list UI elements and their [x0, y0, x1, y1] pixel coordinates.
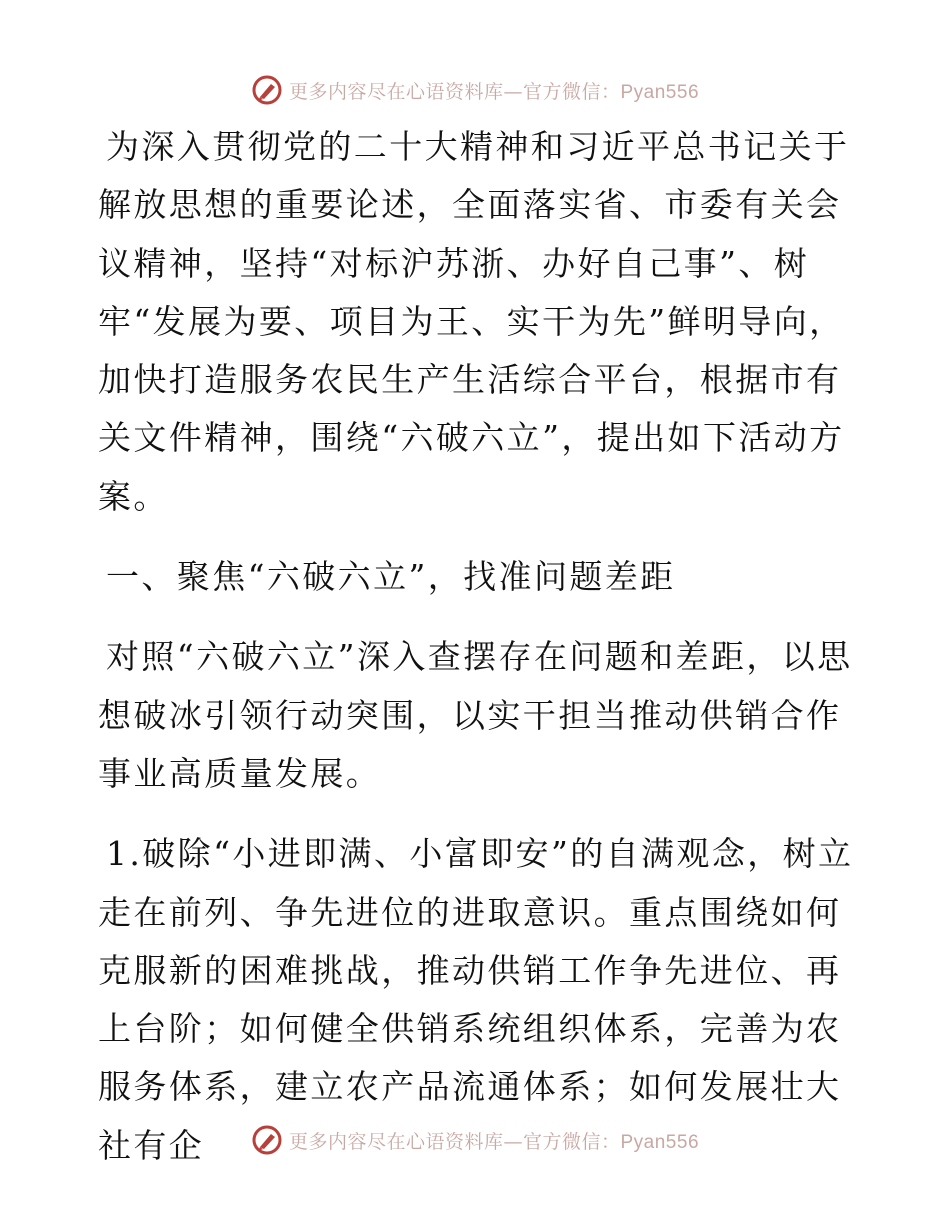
document-body [98, 118, 858, 1175]
watermark-text: 更多内容尽在心语资料库—官方微信：Pyan556 [288, 1130, 700, 1153]
wechat-id: Pyan556 [620, 81, 700, 103]
watermark-footer [0, 1120, 950, 1160]
item-paragraph: 1.破除“小进即满、小富即安”的自满观念，树立走在前列、争先进位的进取意识。重点围绕如何克服新的困难挑战，推动供销工作争先进位、再上台阶；如何健全供销系统组织体系，完善为农服务体系，建立农产品流通体系；如何发展壮大社有企 [98, 834, 854, 1165]
intro-paragraph: 为深入贯彻党的二十大精神和习近平总书记关于解放思想的重要论述，全面落实省、市委有关会议精神，坚持“对标沪苏浙、办好自己事”、树牢“发展为要、项目为王、实干为先”鲜明导向，加快打造服务农民生产生活综合平台，根据市有关文件精神，围绕“六破六立”，提出如下活动方案。 [98, 127, 850, 516]
watermark-header [0, 70, 950, 110]
section-paragraph: 对照“六破六立”深入查摆存在问题和差距，以思想破冰引领行动突围，以实干担当推动供销合作事业高质量发展。 [98, 637, 853, 793]
wechat-id: Pyan556 [620, 1131, 700, 1153]
section-heading: 一、聚焦“六破六立”，找准问题差距 [106, 557, 676, 597]
pen-nib-icon [251, 74, 283, 106]
watermark-text: 更多内容尽在心语资料库—官方微信：Pyan556 [288, 80, 700, 103]
pen-nib-icon [251, 1124, 283, 1156]
